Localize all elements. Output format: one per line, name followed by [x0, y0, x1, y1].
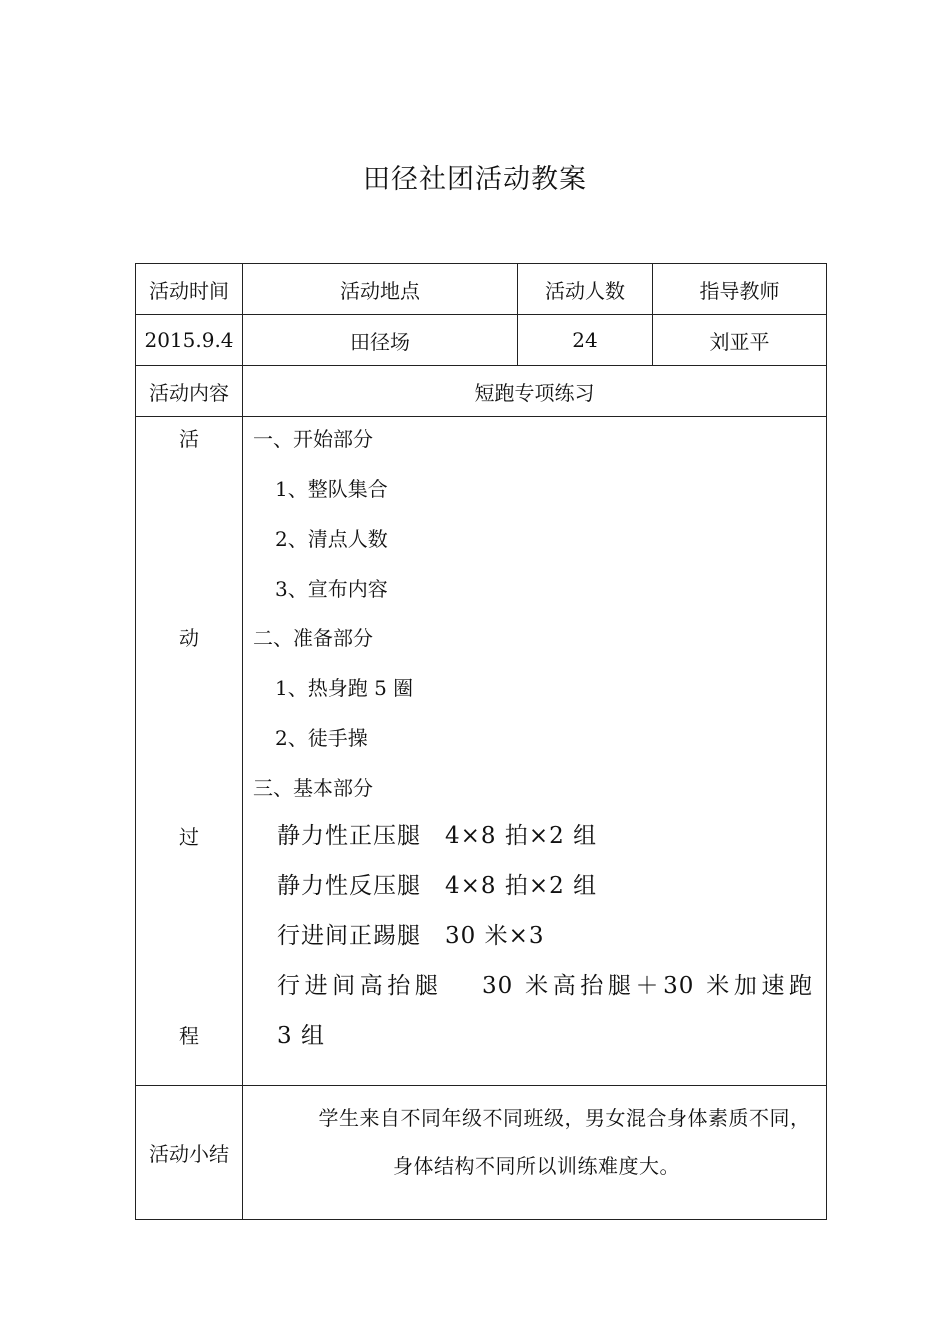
content-row [136, 366, 827, 417]
exercise-line: 静力性反压腿 4×8 拍×2 组 [277, 873, 598, 899]
summary-row [136, 1086, 827, 1220]
process-label-char: 动 [179, 626, 199, 650]
section-heading: 二、准备部分 [253, 626, 373, 650]
summary-text: 学生来自不同年级不同班级，男女混合身体素质不同，身体结构不同所以训练难度大。 [318, 1106, 811, 1178]
exercise-line: 行进间正踢腿 30 米×3 [277, 923, 545, 949]
process-step: 1、热身跑 5 圈 [275, 676, 414, 700]
content-label-cell: 活动内容 [136, 366, 243, 417]
document-title: 田径社团活动教案 [363, 164, 587, 195]
exercise-line: 行进间高抬腿 30 米高抬腿＋30 米加速跑 [277, 973, 813, 999]
summary-label-cell: 活动小结 [136, 1086, 243, 1220]
place-label-cell: 活动地点 [243, 264, 518, 315]
process-content-cell [243, 417, 827, 1086]
process-step: 2、徒手操 [275, 726, 368, 750]
count-label-cell: 活动人数 [518, 264, 653, 315]
content-value-cell: 短跑专项练习 [243, 366, 827, 417]
process-row [136, 417, 827, 1086]
exercise-line: 3 组 [277, 1023, 325, 1049]
process-label-char: 过 [179, 825, 199, 849]
section-heading: 一、开始部分 [253, 427, 373, 451]
count-cell: 24 [518, 315, 653, 366]
process-label-cell [136, 417, 243, 1086]
process-label-char: 程 [179, 1024, 199, 1048]
process-step: 3、宣布内容 [275, 577, 388, 601]
teacher-label-cell: 指导教师 [653, 264, 827, 315]
teacher-cell: 刘亚平 [653, 315, 827, 366]
place-cell: 田径场 [243, 315, 518, 366]
process-step: 1、整队集合 [275, 477, 388, 501]
header-row [136, 264, 827, 315]
process-label-char: 活 [179, 427, 199, 451]
date-cell: 2015.9.4 [136, 315, 243, 366]
info-row [136, 315, 827, 366]
lesson-plan-table [135, 263, 827, 1220]
summary-content-cell [243, 1086, 827, 1220]
time-label-cell: 活动时间 [136, 264, 243, 315]
exercise-line: 静力性正压腿 4×8 拍×2 组 [277, 823, 598, 849]
section-heading: 三、基本部分 [253, 776, 373, 800]
process-step: 2、清点人数 [275, 527, 388, 551]
